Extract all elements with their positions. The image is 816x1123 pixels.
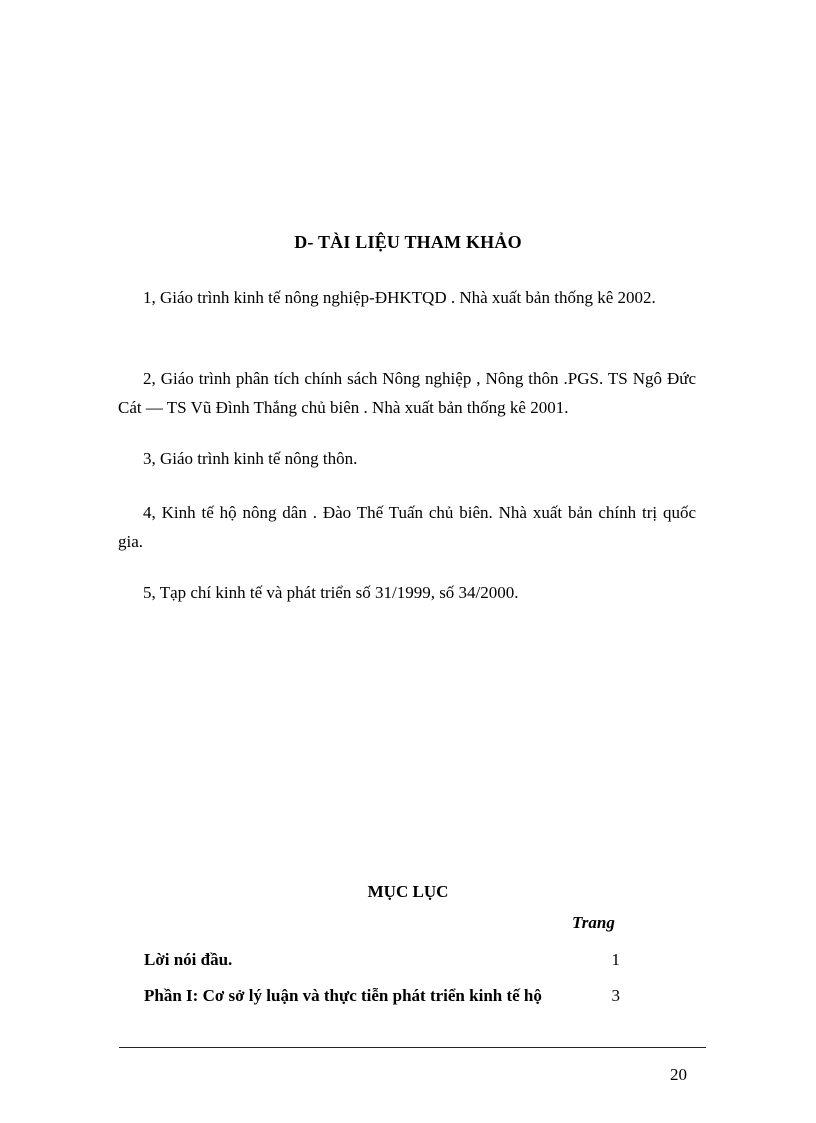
toc-entry-label: Phần I: Cơ sở lý luận và thực tiễn phát triển kinh tế hộ [144, 986, 542, 1005]
toc-entry-label: Lời nói đầu. [144, 950, 233, 969]
page-number: 20 [670, 1065, 687, 1084]
toc-entry-page: 3 [611, 986, 620, 1005]
reference-item: 4, Kinh tế hộ nông dân . Đào Thế Tuấn chủ biên. Nhà xuất bản chính trị quốc gia. [118, 503, 696, 551]
reference-item: 3, Giáo trình kinh tế nông thôn. [143, 449, 358, 468]
toc-title: MỤC LỤC [367, 882, 449, 901]
toc-entry [144, 986, 624, 1006]
toc-entry-page: 1 [611, 950, 620, 969]
reference-item: 2, Giáo trình phân tích chính sách Nông nghiệp , Nông thôn .PGS. TS Ngô Đức Cát — TS Vũ Đình Thắng chủ biên . Nhà xuất bản thống kê 2001. [118, 369, 696, 417]
toc-page-column-label: Trang [572, 913, 615, 932]
reference-item: 5, Tạp chí kinh tế và phát triển số 31/1999, số 34/2000. [143, 583, 519, 602]
references-heading: D- TÀI LIỆU THAM KHẢO [294, 232, 522, 252]
footer-divider [119, 1047, 706, 1048]
toc-entry [144, 950, 624, 970]
reference-item: 1, Giáo trình kinh tế nông nghiệp-ĐHKTQD . Nhà xuất bản thống kê 2002. [143, 288, 656, 307]
